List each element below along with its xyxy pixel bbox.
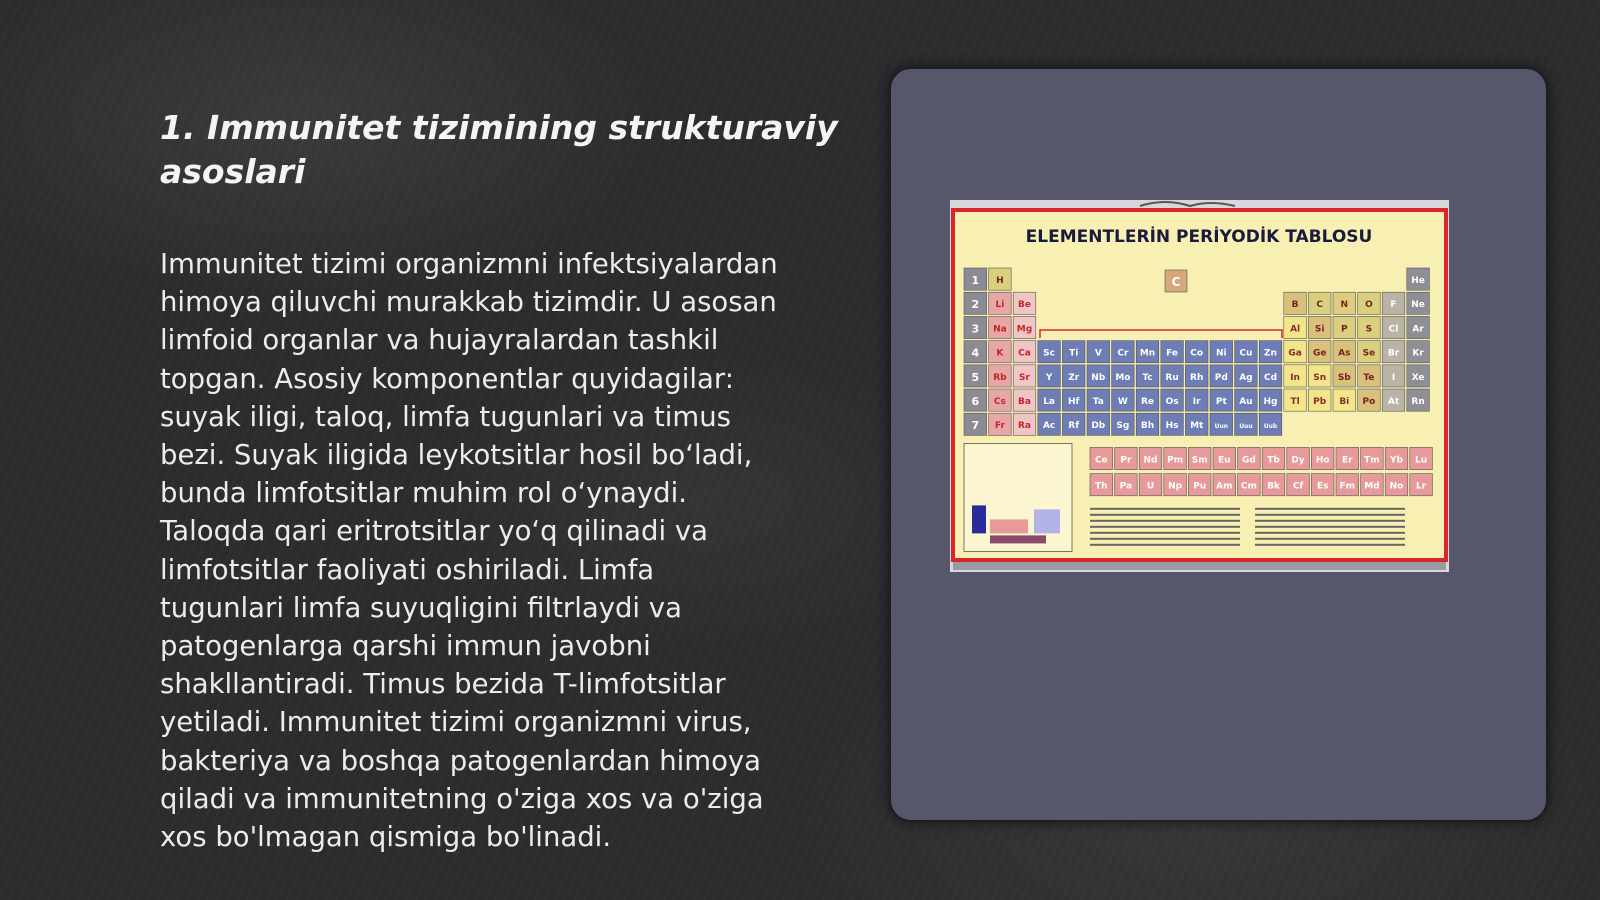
element-symbol: Au [1239,397,1253,407]
element-symbol: K [996,348,1004,359]
element-symbol: Db [1091,421,1106,432]
body-line: shakllantiradi. Timus bezida T-limfotsitlar [160,668,726,701]
period-number: 6 [971,395,980,408]
element-symbol: C [1316,300,1324,311]
periodic-table-image [950,200,1449,572]
element-symbol: Ir [1192,397,1201,407]
element-symbol: Mt [1190,421,1204,432]
element-symbol: Er [1342,455,1353,466]
element-symbol: Ge [1312,348,1327,359]
fine-print-line [1255,532,1405,534]
element-symbol: Hs [1165,421,1179,432]
element-symbol: Xe [1411,372,1425,383]
period-number: 2 [971,298,980,312]
fine-print-line [1090,514,1240,516]
body-line: suyak iligi, taloq, limfa tugunlari va timus [160,400,731,433]
body-line: yetiladi. Immunitet tizimi organizmni virus, [160,706,752,739]
element-symbol: Sb [1337,372,1351,383]
element-symbol: Es [1316,481,1329,492]
element-symbol: Sg [1116,421,1130,432]
element-symbol: Bh [1140,421,1155,432]
slide-body-text [160,245,840,856]
element-symbol: Fr [994,421,1005,432]
element-symbol: Fm [1339,481,1356,492]
element-symbol: Mg [1016,324,1033,335]
element-symbol: Cf [1292,481,1304,492]
fine-print-line [1090,526,1240,528]
body-line: bezi. Suyak iligida leykotsitlar hosil bo‘ladi, [160,439,753,472]
period-number: 3 [971,322,980,336]
fine-print-line [1255,508,1405,510]
element-symbol: Cu [1239,348,1253,359]
legend-swatch [972,505,986,533]
element-symbol: Cr [1117,348,1129,359]
body-line: patogenlarga qarshi immun javobni [160,630,651,663]
element-symbol: Mn [1139,348,1156,359]
period-number: 1 [971,274,980,287]
element-symbol: Y [1045,372,1053,383]
element-symbol: Lr [1416,481,1427,492]
element-symbol: Os [1165,397,1179,407]
body-line: limfoid organlar va hujayralardan tashkil [160,324,719,357]
element-symbol: Uub [1263,423,1278,431]
element-symbol: V [1094,348,1102,359]
element-symbol: Am [1216,481,1233,492]
element-symbol: Hf [1067,397,1080,407]
element-symbol: Ca [1018,348,1031,359]
element-symbol: Cs [993,397,1006,407]
element-symbol: Pu [1193,481,1207,492]
element-symbol: Ne [1411,300,1425,311]
element-symbol: Ni [1215,348,1227,359]
legend-swatch [990,535,1046,543]
element-symbol: Ce [1094,455,1108,466]
element-symbol: Co [1190,348,1204,359]
element-symbol: Kr [1412,348,1424,359]
legend-panel [964,443,1072,551]
element-symbol: Ba [1018,397,1031,407]
fine-print-line [1255,538,1405,540]
fine-print-line [1090,532,1240,534]
body-line: tugunlari limfa suyuqligini filtrlaydi va [160,591,682,624]
body-line: topgan. Asosiy komponentlar quyidagilar: [160,362,734,395]
element-symbol: Pm [1167,455,1184,466]
element-symbol: Pa [1119,481,1133,492]
element-symbol: Rh [1190,372,1204,383]
fine-print-line [1255,514,1405,516]
fine-print-line [1090,508,1240,510]
element-symbol: Pr [1120,455,1132,466]
element-symbol: I [1391,372,1396,383]
fine-print-line [1255,526,1405,528]
element-symbol: Li [995,300,1005,311]
element-symbol: Np [1168,481,1183,492]
element-symbol: He [1411,276,1425,286]
element-symbol: Bi [1339,397,1350,407]
element-symbol: Zn [1264,348,1277,359]
element-symbol: Be [1018,300,1031,311]
period-number: 4 [971,346,980,360]
period-number: 5 [971,370,980,384]
element-symbol: Nd [1143,455,1158,466]
element-symbol: Mo [1115,372,1131,383]
poster-bottom-edge [953,562,1446,570]
element-symbol: Te [1363,372,1375,383]
element-symbol: Sr [1019,372,1030,383]
element-symbol: Tl [1290,397,1300,407]
element-symbol: Pt [1215,397,1227,407]
body-line: xos bo'lmagan qismiga bo'linadi. [160,821,612,854]
element-symbol: S [1365,324,1373,335]
body-line: himoya qiluvchi murakkab tizimdir. U asosan [160,286,777,319]
element-symbol: Rf [1068,421,1080,432]
element-symbol: As [1338,348,1351,359]
body-line: Taloqda qari eritrotsitlar yo‘q qilinadi va [160,515,708,548]
element-symbol: Ag [1239,372,1253,383]
element-symbol: Fe [1166,348,1179,359]
element-symbol: Re [1140,397,1155,407]
element-symbol: Na [993,324,1007,335]
element-symbol: Ta [1092,397,1104,407]
element-symbol: N [1340,300,1349,311]
element-symbol: Th [1095,481,1108,492]
fine-print-line [1090,538,1240,540]
element-symbol: Yb [1390,455,1403,466]
element-symbol: Sn [1313,372,1327,383]
element-symbol: Sc [1043,348,1056,359]
element-symbol: Ac [1042,421,1056,432]
element-symbol: O [1365,300,1373,311]
fine-print-line [1090,520,1240,522]
element-symbol: Sm [1191,455,1208,466]
element-symbol: B [1291,300,1299,311]
body-line: bakteriya va boshqa patogenlardan himoya [160,744,762,777]
element-symbol: Si [1314,324,1325,335]
element-symbol: Dy [1291,455,1305,466]
element-symbol: Bk [1267,481,1280,492]
element-symbol: Br [1387,348,1400,359]
element-symbol: U [1146,481,1155,492]
element-symbol: Zr [1068,372,1080,383]
element-symbol: Ho [1315,455,1330,466]
element-symbol: Ar [1412,324,1424,335]
element-symbol: Rn [1411,397,1425,407]
element-symbol: Ti [1069,348,1079,359]
poster-title: ELEMENTLERİN PERİYODİK TABLOSU [1025,227,1373,247]
body-line: qiladi va immunitetning o'ziga xos va o'ziga [160,782,764,815]
element-symbol: Rb [993,372,1007,383]
element-symbol: Po [1362,397,1376,407]
element-symbol: Ra [1017,421,1032,432]
element-symbol: H [996,276,1004,286]
element-symbol: Nb [1091,372,1106,383]
body-line: bunda limfotsitlar muhim rol o‘ynaydi. [160,477,687,510]
element-symbol: Ga [1288,348,1302,359]
element-symbol: Pb [1313,397,1327,407]
element-symbol: P [1340,324,1348,335]
element-symbol: Ru [1165,372,1179,383]
element-symbol: Md [1364,481,1380,492]
legend-swatch [990,519,1028,533]
fine-print-line [1090,544,1240,546]
element-symbol: Tc [1142,372,1153,383]
element-symbol: F [1390,300,1397,311]
element-symbol: Uuu [1239,423,1253,431]
element-symbol: Lu [1415,455,1428,466]
legend-sample-symbol: C [1171,275,1181,289]
element-symbol: Cm [1240,481,1257,492]
body-line: limfotsitlar faoliyati oshiriladi. Limfa [160,553,655,586]
element-symbol: Gd [1241,455,1256,466]
legend-swatch [1034,509,1060,533]
element-symbol: Pd [1214,372,1228,383]
element-symbol: No [1389,481,1404,492]
element-symbol: Al [1290,324,1301,335]
element-symbol: Uun [1214,423,1229,431]
element-symbol: Se [1362,348,1376,359]
element-symbol: Tb [1267,455,1280,466]
element-symbol: Tm [1364,455,1380,466]
element-symbol: In [1290,372,1300,383]
element-symbol: At [1387,397,1400,407]
fine-print-line [1255,520,1405,522]
slide-title: 1. Immunitet tizimining strukturaviy asoslari [160,108,838,191]
element-symbol: Hg [1263,397,1278,407]
period-number: 7 [971,419,980,433]
element-symbol: Cd [1263,372,1278,383]
fine-print-line [1255,544,1405,546]
element-symbol: La [1043,397,1056,407]
element-symbol: Eu [1218,455,1231,466]
element-symbol: Cl [1388,324,1399,335]
body-line: Immunitet tizimi organizmni infektsiyalardan [160,248,778,280]
element-symbol: W [1117,397,1128,407]
